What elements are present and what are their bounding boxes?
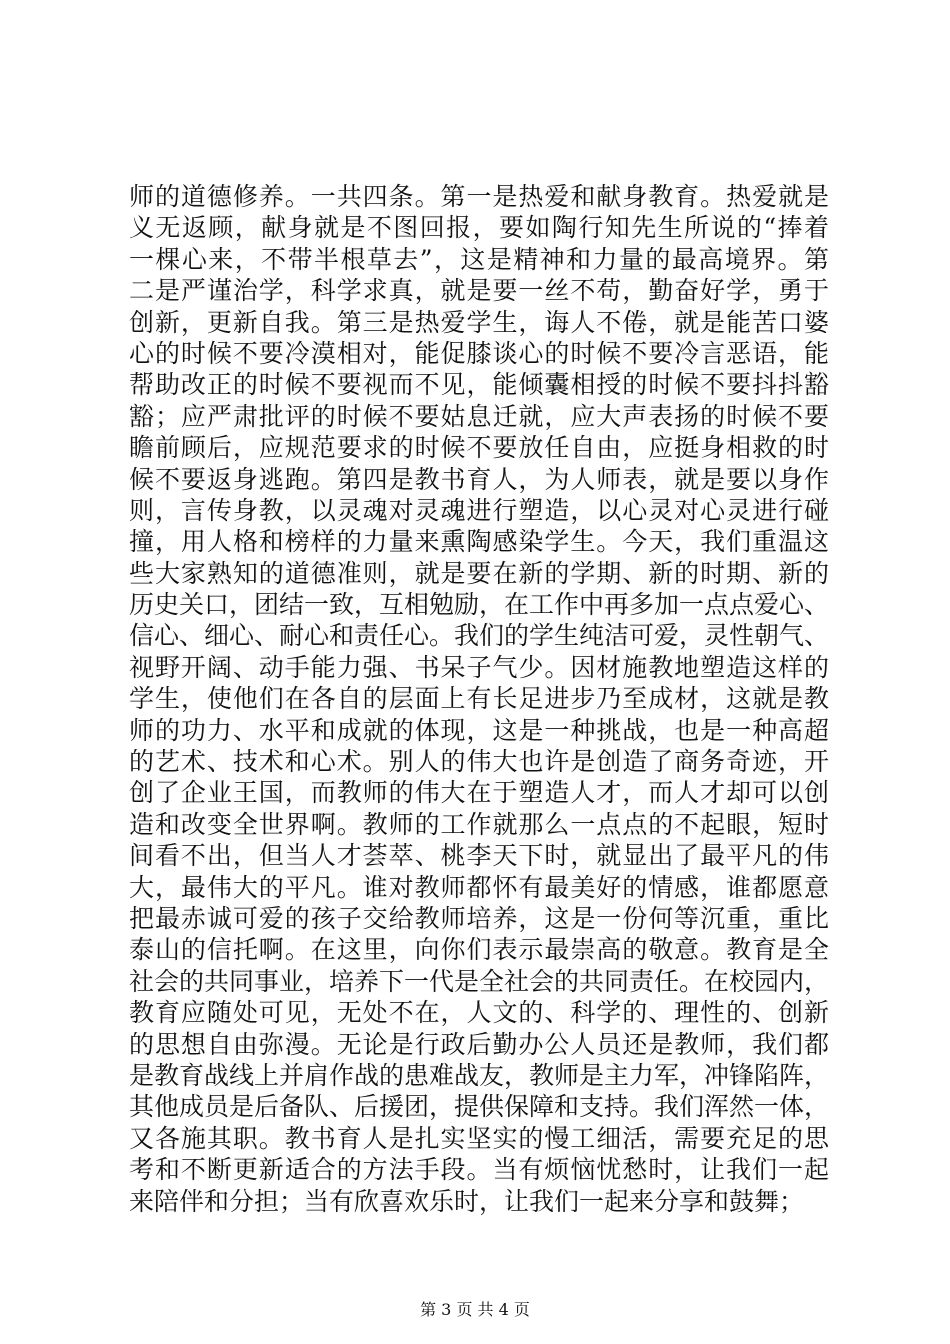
- text-line: 创新，更新自我。第三是热爱学生，诲人不倦，就是能苦口婆: [129, 307, 829, 337]
- text-line: 豁；应严肃批评的时候不要姑息迁就，应大声表扬的时候不要: [129, 401, 829, 431]
- text-line: 考和不断更新适合的方法手段。当有烦恼忧愁时，让我们一起: [129, 1155, 829, 1185]
- text-line: 二是严谨治学，科学求真，就是要一丝不苟，勤奋好学，勇于: [129, 276, 829, 306]
- text-line: 教育应随处可见，无处不在，人文的、科学的、理性的、创新: [129, 998, 829, 1028]
- text-line: 的艺术、技术和心术。别人的伟大也许是创造了商务奇迹，开: [129, 747, 829, 777]
- text-line: 来陪伴和分担；当有欣喜欢乐时，让我们一起来分享和鼓舞；: [129, 1186, 805, 1216]
- text-line: 瞻前顾后，应规范要求的时候不要放任自由，应挺身相救的时: [129, 433, 829, 463]
- text-line: 撞，用人格和榜样的力量来熏陶感染学生。今天，我们重温这: [129, 527, 829, 557]
- text-line: 其他成员是后备队、后援团，提供保障和支持。我们浑然一体，: [129, 1092, 829, 1122]
- text-line: 候不要返身逃跑。第四是教书育人，为人师表，就是要以身作: [129, 464, 829, 494]
- text-line: 社会的共同事业，培养下一代是全社会的共同责任。在校园内，: [129, 966, 829, 996]
- text-line: 泰山的信托啊。在这里，向你们表示最崇高的敬意。教育是全: [129, 935, 829, 965]
- text-line: 历史关口，团结一致，互相勉励，在工作中再多加一点点爱心、: [129, 590, 829, 620]
- text-line: 大，最伟大的平凡。谁对教师都怀有最美好的情感，谁都愿意: [129, 872, 829, 902]
- text-line: 些大家熟知的道德准则，就是要在新的学期、新的时期、新的: [129, 558, 829, 588]
- text-line: 创了企业王国，而教师的伟大在于塑造人才，而人才却可以创: [129, 778, 829, 808]
- text-line: 是教育战线上并肩作战的患难战友，教师是主力军，冲锋陷阵，: [129, 1060, 829, 1090]
- text-line: 师的道德修养。一共四条。第一是热爱和献身教育。热爱就是: [129, 182, 829, 211]
- text-line: 则，言传身教，以灵魂对灵魂进行塑造，以心灵对心灵进行碰: [129, 495, 829, 525]
- text-line: 间看不出，但当人才荟萃、桃李天下时，就显出了最平凡的伟: [129, 841, 829, 871]
- text-line: 心的时候不要冷漠相对，能促膝谈心的时候不要冷言恶语，能: [129, 338, 829, 368]
- text-line: 一棵心来，不带半根草去”，这是精神和力量的最高境界。第: [129, 244, 829, 274]
- text-line: 视野开阔、动手能力强、书呆子气少。因材施教地塑造这样的: [129, 652, 829, 682]
- text-line: 帮助改正的时候不要视而不见，能倾囊相授的时候不要抖抖豁: [129, 370, 829, 400]
- text-line: 的思想自由弥漫。无论是行政后勤办公人员还是教师，我们都: [129, 1029, 829, 1059]
- text-line: 造和改变全世界啊。教师的工作就那么一点点的不起眼，短时: [129, 809, 829, 839]
- text-line: 又各施其职。教书育人是扎实坚实的慢工细活，需要充足的思: [129, 1123, 829, 1153]
- text-line: 把最赤诚可爱的孩子交给教师培养，这是一份何等沉重，重比: [129, 903, 829, 933]
- text-line: 信心、细心、耐心和责任心。我们的学生纯洁可爱，灵性朝气、: [129, 621, 829, 651]
- text-line: 义无返顾，献身就是不图回报，要如陶行知先生所说的“捧着: [129, 213, 829, 243]
- body-text: [129, 181, 829, 1217]
- text-line: 学生，使他们在各自的层面上有长足进步乃至成材，这就是教: [129, 684, 829, 714]
- text-line: 师的功力、水平和成就的体现，这是一种挑战，也是一种高超: [129, 715, 829, 745]
- page-number-footer: 第 3 页 共 4 页: [420, 1300, 530, 1319]
